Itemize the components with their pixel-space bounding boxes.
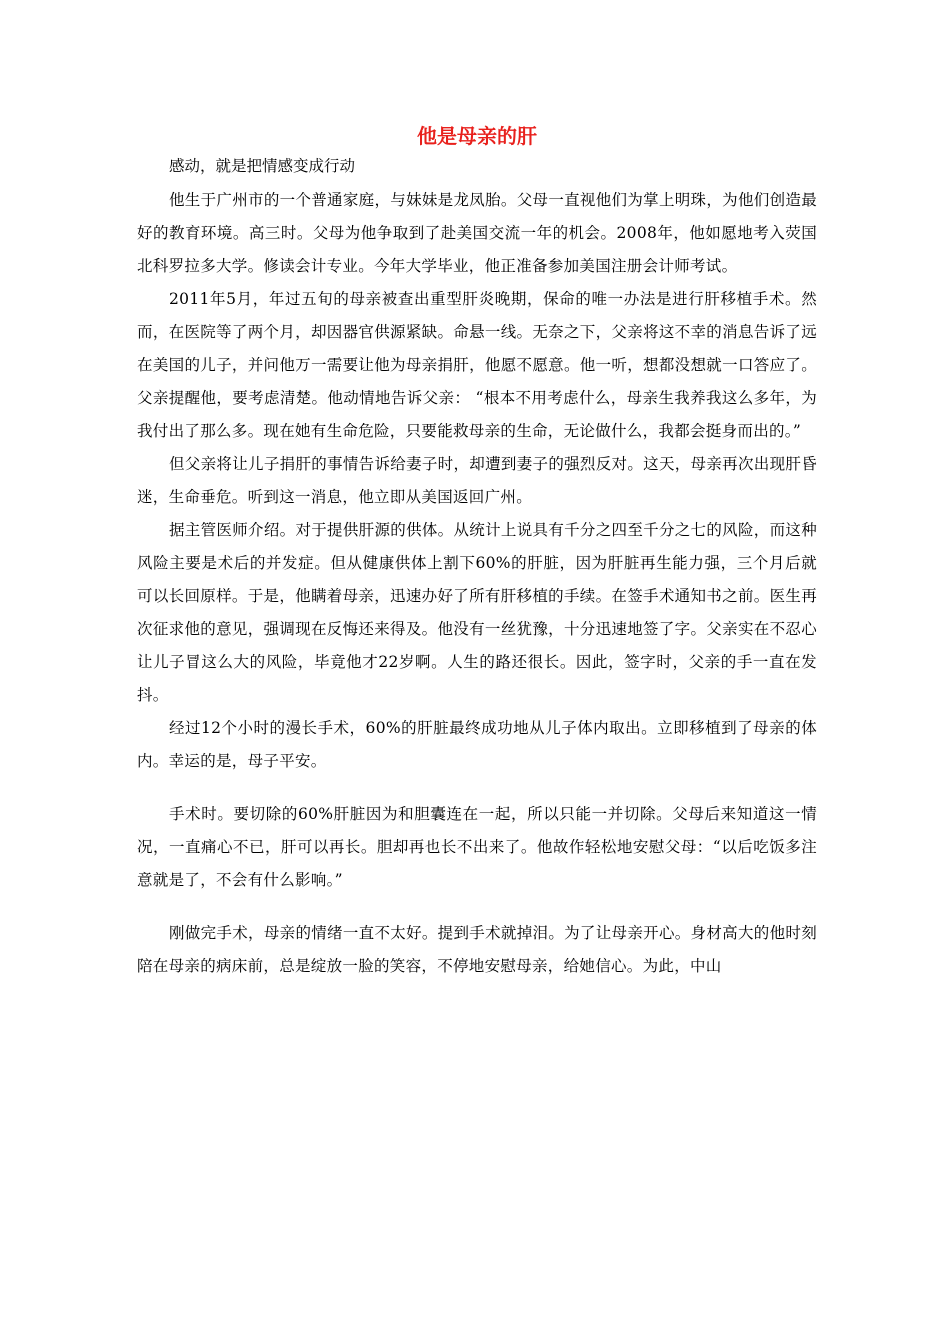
paragraph: 他生于广州市的一个普通家庭，与妹妹是龙凤胎。父母一直视他们为掌上明珠，为他们创造最好的教育环境。高三时。父母为他争取到了赴美国交流一年的机会。2008年，他如愿地考入荧国北科罗拉多大学。修读会计专业。今年大学毕业，他正准备参加美国注册会计师考试。 bbox=[137, 191, 817, 275]
document-page bbox=[137, 118, 817, 983]
document-subtitle: 感动，就是把情感变成行动 bbox=[169, 157, 356, 175]
document-title: 他是母亲的肝 bbox=[417, 124, 537, 148]
paragraph-spacer bbox=[137, 897, 817, 917]
paragraph: 据主管医师介绍。对于提供肝源的供体。从统计上说具有千分之四至千分之七的风险，而这种风险主要是术后的并发症。但从健康供体上割下60%的肝脏，因为肝脏再生能力强，三个月后就可以长回原样。于是，他瞒着母亲，迅速办好了所有肝移植的手续。在签手术通知书之前。医生再次征求他的意见，强调现在反悔还来得及。他没有一丝犹豫，十分迅速地签了字。父亲实在不忍心让儿子冒这么大的风险，毕竟他才22岁啊。人生的路还很长。因此，签字时，父亲的手一直在发抖。 bbox=[137, 521, 817, 704]
paragraph: 但父亲将让儿子捐肝的事情告诉给妻子时，却遭到妻子的强烈反对。这天，母亲再次出现肝昏迷，生命垂危。听到这一消息，他立即从美国返回广州。 bbox=[137, 455, 817, 506]
paragraph: 刚做完手术，母亲的情绪一直不太好。提到手术就掉泪。为了让母亲开心。身材高大的他时刻陪在母亲的病床前，总是绽放一脸的笑容，不停地安慰母亲，给她信心。为此，中山 bbox=[137, 924, 817, 975]
paragraph: 2011年5月，年过五旬的母亲被查出重型肝炎晚期，保命的唯一办法是进行肝移植手术。然而，在医院等了两个月，却因器官供源紧缺。命悬一线。无奈之下，父亲将这不幸的消息告诉了远在美国的儿子，并问他万一需要让他为母亲捐肝，他愿不愿意。他一听，想都没想就一口答应了。父亲提醒他，要考虑清楚。他动情地告诉父亲： “根本不用考虑什么，母亲生我养我这么多年，为我付出了那么多。现在她有生命危险，只要能救母亲的生命，无论做什么，我都会挺身而出的。” bbox=[137, 290, 817, 440]
paragraph: 手术时。要切除的60%肝脏因为和胆囊连在一起，所以只能一并切除。父母后来知道这一情况，一直痛心不已，肝可以再长。胆却再也长不出来了。他故作轻松地安慰父母：“以后吃饭多注意就是了，不会有什么影响。” bbox=[137, 805, 817, 889]
paragraph-spacer bbox=[137, 778, 817, 798]
paragraph: 经过12个小时的漫长手术，60%的肝脏最终成功地从儿子体内取出。立即移植到了母亲的体内。幸运的是，母子平安。 bbox=[137, 719, 817, 770]
